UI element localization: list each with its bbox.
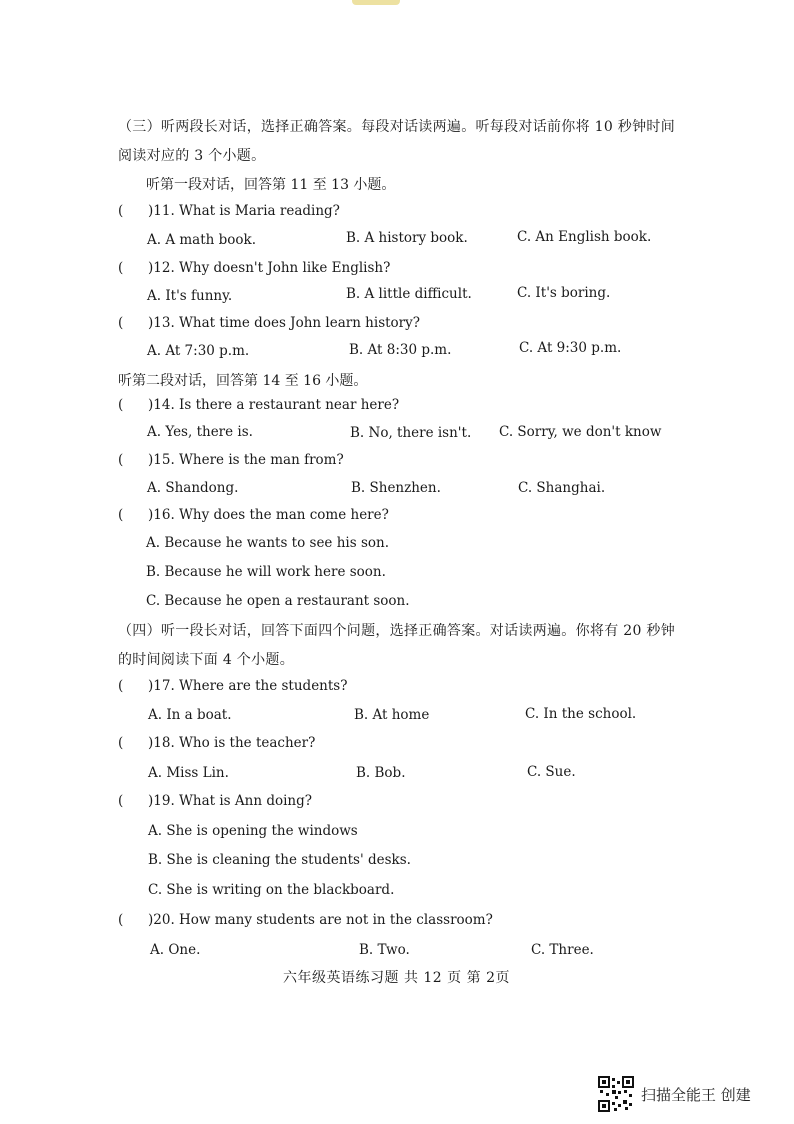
question-14: ( )14. Is there a restaurant near here? — [118, 397, 400, 413]
q19-option-c: C. She is writing on the blackboard. — [148, 882, 395, 898]
q16-option-b: B. Because he will work here soon. — [146, 564, 386, 580]
q17-option-b: B. At home — [354, 707, 430, 723]
q16-option-c: C. Because he open a restaurant soon. — [146, 593, 410, 609]
question-11: ( )11. What is Maria reading? — [118, 203, 340, 219]
q19-option-a: A. She is opening the windows — [148, 823, 358, 839]
page-footer: 六年级英语练习题 共 12 页 第 2页 — [283, 970, 510, 986]
q13-option-a: A. At 7:30 p.m. — [147, 343, 250, 359]
question-20: ( )20. How many students are not in the classroom? — [118, 912, 493, 928]
dialog-1-intro: 听第一段对话，回答第 11 至 13 小题。 — [146, 177, 396, 193]
q14-option-c: C. Sorry, we don't know — [499, 424, 662, 440]
q20-option-c: C. Three. — [531, 942, 594, 958]
q19-option-b: B. She is cleaning the students' desks. — [148, 852, 411, 868]
q15-option-c: C. Shanghai. — [518, 480, 606, 496]
q15-option-b: B. Shenzhen. — [351, 480, 441, 496]
qr-code-icon — [598, 1076, 634, 1112]
question-15: ( )15. Where is the man from? — [118, 452, 344, 468]
section-4-instruction-line-2: 的时间阅读下面 4 个小题。 — [118, 652, 295, 668]
question-18: ( )18. Who is the teacher? — [118, 735, 316, 751]
q14-option-b: B. No, there isn't. — [350, 425, 472, 441]
q12-option-a: A. It's funny. — [147, 288, 233, 304]
q12-option-c: C. It's boring. — [517, 285, 611, 301]
q11-option-c: C. An English book. — [517, 229, 652, 245]
q17-option-a: A. In a boat. — [148, 707, 232, 723]
section-3-instruction-line-1: （三）听两段长对话，选择正确答案。每段对话读两遍。听每段对话前你将 10 秒钟时间 — [118, 119, 676, 135]
q18-option-a: A. Miss Lin. — [148, 765, 229, 781]
top-edge-mark — [352, 0, 400, 5]
dialog-2-intro: 听第二段对话，回答第 14 至 16 小题。 — [118, 373, 368, 389]
section-4-instruction-line-1: （四）听一段长对话，回答下面四个问题，选择正确答案。对话读两遍。你将有 20 秒钟 — [118, 623, 676, 639]
q16-option-a: A. Because he wants to see his son. — [146, 535, 389, 551]
q20-option-a: A. One. — [150, 942, 201, 958]
q13-option-b: B. At 8:30 p.m. — [349, 342, 452, 358]
question-19: ( )19. What is Ann doing? — [118, 793, 312, 809]
q14-option-a: A. Yes, there is. — [147, 424, 253, 440]
q11-option-a: A. A math book. — [147, 232, 257, 248]
question-12: ( )12. Why doesn't John like English? — [118, 260, 391, 276]
q11-option-b: B. A history book. — [346, 230, 468, 246]
scanner-watermark-text: 扫描全能王 创建 — [641, 1086, 751, 1104]
q17-option-c: C. In the school. — [525, 706, 637, 722]
q12-option-b: B. A little difficult. — [346, 286, 472, 302]
question-17: ( )17. Where are the students? — [118, 678, 348, 694]
section-3-instruction-line-2: 阅读对应的 3 个小题。 — [118, 148, 266, 164]
q15-option-a: A. Shandong. — [147, 480, 239, 496]
q20-option-b: B. Two. — [359, 942, 410, 958]
q18-option-c: C. Sue. — [527, 764, 576, 780]
q18-option-b: B. Bob. — [356, 765, 406, 781]
question-16: ( )16. Why does the man come here? — [118, 507, 389, 523]
question-13: ( )13. What time does John learn history? — [118, 315, 420, 331]
q13-option-c: C. At 9:30 p.m. — [519, 340, 622, 356]
